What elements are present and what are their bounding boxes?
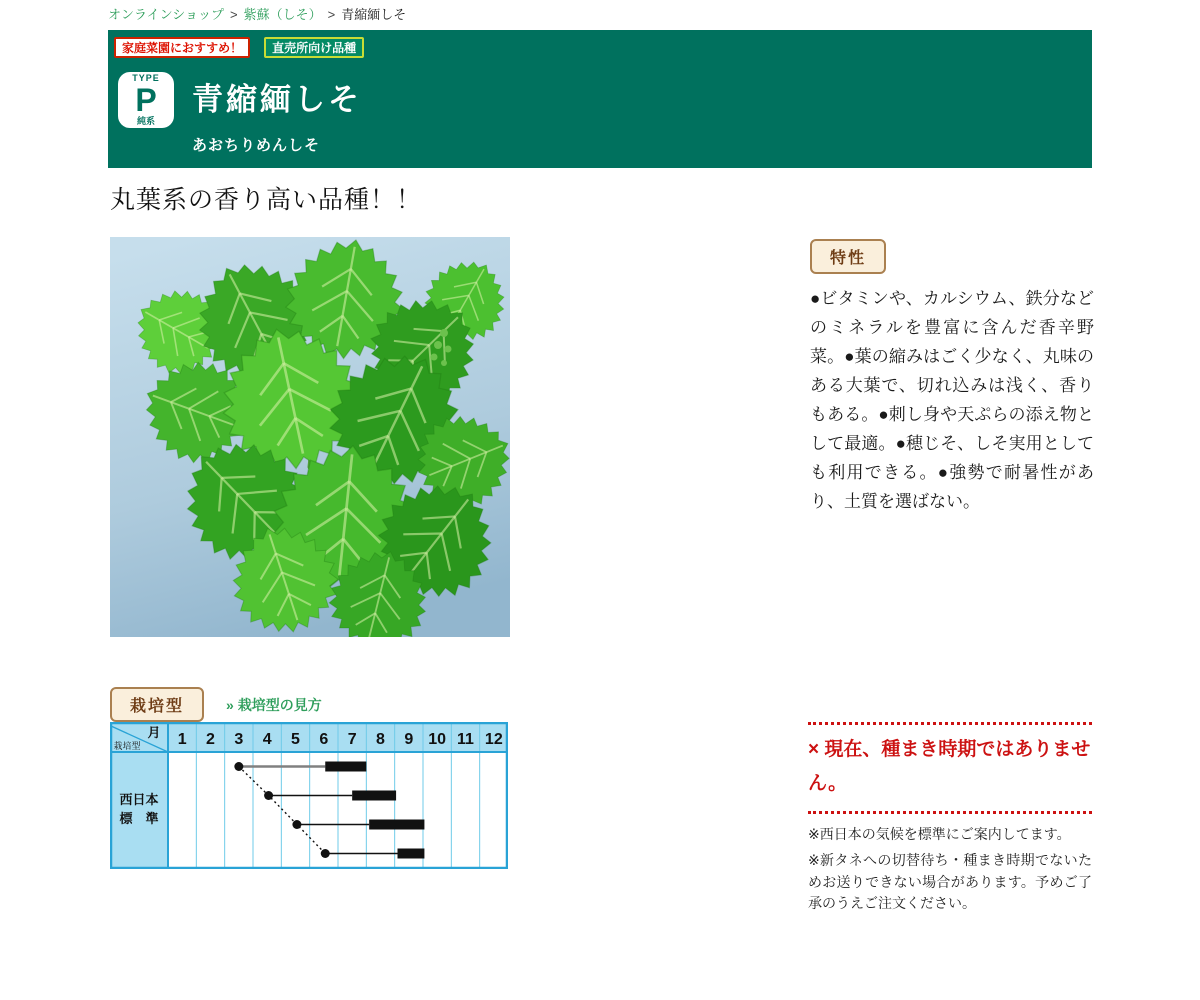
- svg-text:9: 9: [404, 731, 414, 748]
- svg-text:8: 8: [376, 731, 385, 748]
- product-banner: [108, 30, 1092, 168]
- product-photo: [110, 237, 510, 637]
- cultivation-section-header: [110, 687, 322, 722]
- svg-text:3: 3: [234, 731, 244, 748]
- product-title-kana: あおちりめんしそ: [192, 137, 321, 154]
- breadcrumb-link[interactable]: 紫蘇（しそ）: [243, 7, 322, 22]
- promo-badge: 家庭菜園におすすめ！: [114, 37, 250, 58]
- cultivation-heading-box: 栽培型: [110, 687, 204, 722]
- cultivation-guide-link-label: 栽培型の見方: [237, 696, 322, 713]
- svg-text:11: 11: [457, 731, 474, 748]
- type-mark-top-label: TYPE: [132, 73, 160, 83]
- breadcrumb: [108, 4, 406, 23]
- svg-text:西日本: 西日本: [119, 792, 159, 807]
- svg-text:1: 1: [177, 731, 187, 748]
- cultivation-guide-link[interactable]: [226, 695, 322, 715]
- breadcrumb-separator: >: [327, 7, 336, 22]
- svg-text:標 準: 標 準: [119, 811, 159, 826]
- double-chevron-icon: »: [226, 696, 234, 713]
- svg-text:10: 10: [428, 731, 447, 748]
- sowing-notice-title: × 現在、種まき時期ではありません。: [808, 722, 1092, 814]
- catchphrase: 丸葉系の香り高い品種！！: [110, 186, 423, 214]
- shiso-plant-illustration: [110, 237, 510, 637]
- type-p-mark: [118, 72, 174, 128]
- sowing-notice-section: [808, 722, 1092, 915]
- traits-heading-box: 特性: [810, 239, 886, 274]
- svg-text:5: 5: [291, 731, 300, 748]
- type-mark-bottom-label: 純系: [136, 116, 155, 126]
- svg-text:4: 4: [262, 731, 272, 748]
- traits-text: ●ビタミンや、カルシウム、鉄分などのミネラルを豊富に含んだ香辛野菜。●葉の縮みはごく少なく、丸味のある大葉で、切れ込みは浅く、香りもある。●刺し身や天ぷらの添え物として最適。●穂じそ、しそ実用としても利用できる。●強勢で耐暑性があり、土質を選ばない。: [810, 289, 1094, 511]
- svg-text:2: 2: [206, 731, 215, 748]
- breadcrumb-link[interactable]: オンラインショップ: [108, 7, 225, 22]
- badge-row: [114, 37, 364, 58]
- traits-section: [810, 239, 1094, 516]
- svg-text:月: 月: [147, 725, 161, 740]
- banner-main: [118, 72, 362, 155]
- promo-badge: 直売所向け品種: [264, 37, 364, 58]
- svg-text:12: 12: [484, 731, 503, 748]
- notice-note-region: ※西日本の気候を標準にご案内してます。: [808, 826, 1071, 843]
- type-mark-letter: P: [135, 82, 157, 118]
- svg-text:6: 6: [319, 731, 329, 748]
- breadcrumb-current: 青縮緬しそ: [341, 7, 407, 22]
- title-column: [192, 72, 362, 155]
- product-title: 青縮緬しそ: [192, 82, 362, 117]
- svg-text:7: 7: [347, 731, 357, 748]
- cultivation-calendar-chart: [110, 722, 508, 869]
- breadcrumb-separator: >: [230, 7, 238, 22]
- notice-note-availability: ※新タネへの切替待ち・種まき時期でないためお送りできない場合があります。予めご了承のうえご注文ください。: [808, 852, 1092, 912]
- svg-text:栽培型: 栽培型: [113, 741, 141, 751]
